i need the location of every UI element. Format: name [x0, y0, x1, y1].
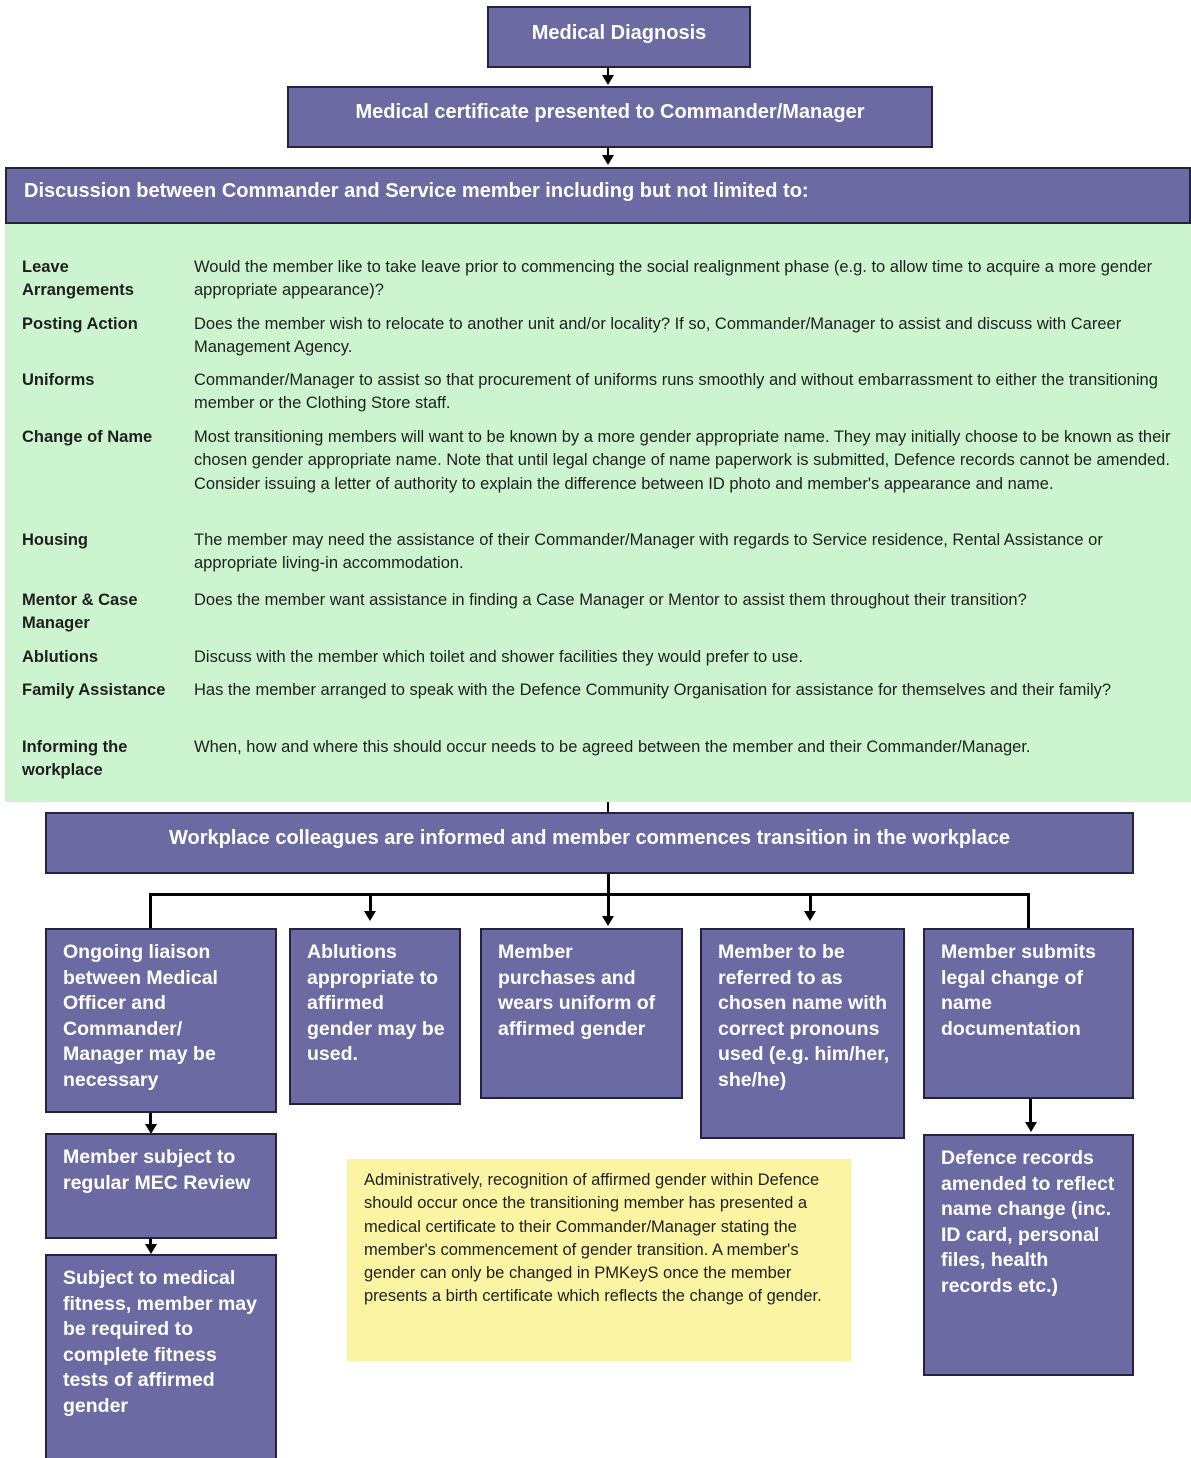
- discussion-row-label: Informing the workplace: [22, 738, 128, 780]
- discussion-row-text: Does the member want assistance in finding a Case Manager or Mentor to assist them throughout their transition?: [194, 591, 1027, 609]
- liaison-label: Ongoing liaison between Medical Officer and Commander/ Manager may be necessary: [63, 941, 218, 1091]
- discussion-row-label: Mentor & Case Manager: [22, 591, 138, 633]
- arrow-down-icon: [364, 911, 376, 921]
- connector-line: [1027, 893, 1030, 928]
- fitness-tests-box: [45, 1254, 277, 1458]
- discussion-row-label: Leave Arrangements: [22, 258, 134, 300]
- arrow-down-icon: [804, 911, 816, 921]
- discussion-row-text: Commander/Manager to assist so that procurement of uniforms runs smoothly and without embarrassment to either the transitioning member or the Clothing Store staff.: [194, 371, 1158, 413]
- mec-review-label: Member subject to regular MEC Review: [63, 1146, 251, 1194]
- medical-diagnosis-box: [487, 6, 751, 68]
- discussion-row-text: When, how and where this should occur needs to be agreed between the member and their Commander/Manager.: [194, 738, 1031, 756]
- discussion-row-text: The member may need the assistance of their Commander/Manager with regards to Service residence, Rental Assistance or appropriate living-in accommodation.: [194, 531, 1103, 573]
- connector-line: [809, 893, 812, 912]
- medical-diagnosis-label: Medical Diagnosis: [531, 22, 707, 44]
- discussion-row-text: Would the member like to take leave prior to commencing the social realignment phase (e.g. to allow time to acquire a more gender appropriate appearance)?: [194, 258, 1153, 300]
- connector-line: [149, 893, 152, 928]
- administrative-note-text: Administratively, recognition of affirmed gender within Defence should occur once the transitioning member has presented a medical certificate to their Commander/Manager stating the member's commencement of gender transition. A member's gender can only be changed in PMKeyS once the member presents a birth certificate which reflects the change of gender.: [364, 1171, 822, 1306]
- medical-certificate-label: Medical certificate presented to Commander/Manager: [355, 101, 865, 123]
- discussion-row-label: Housing: [22, 531, 88, 549]
- administrative-note: [347, 1159, 851, 1361]
- discussion-row-text: Most transitioning members will want to be known by a more gender appropriate name. They may initially choose to be known as their chosen gender appropriate name. Note that until legal change of name paperwork is submitted, Defence records cannot be amended. Consider issuing a letter of authority to explain the difference between ID photo and member's appearance and name.: [194, 428, 1171, 493]
- ablutions-label: Ablutions appropriate to affirmed gender may be used.: [307, 941, 445, 1065]
- discussion-row-label: Uniforms: [22, 371, 95, 389]
- discussion-row-label: Ablutions: [22, 648, 99, 666]
- fitness-tests-label: Subject to medical fitness, member may be required to complete fitness tests of affirmed gender: [63, 1267, 258, 1417]
- legal-name-label: Member submits legal change of name documentation: [941, 941, 1096, 1040]
- discussion-row-text: Does the member wish to relocate to another unit and/or locality? If so, Commander/Manager to assist and discuss with Career Management Agency.: [194, 315, 1122, 357]
- defence-records-label: Defence records amended to reflect name change (inc. ID card, personal files, health records etc.): [941, 1147, 1115, 1297]
- workplace-box: [45, 812, 1134, 874]
- ablutions-box: [289, 928, 461, 1105]
- discussion-panel: [5, 224, 1191, 802]
- connector-line: [149, 893, 1030, 896]
- chosen-name-label: Member to be referred to as chosen name with correct pronouns used (e.g. him/her, she/he): [718, 941, 890, 1091]
- medical-certificate-box: [287, 86, 933, 148]
- arrow-down-icon: [145, 1244, 157, 1254]
- defence-records-box: [923, 1134, 1134, 1376]
- discussion-row-label: Change of Name: [22, 428, 153, 446]
- connector-line: [607, 874, 610, 920]
- discussion-row-label: Posting Action: [22, 315, 138, 333]
- arrow-down-icon: [602, 916, 614, 926]
- discussion-header-label: Discussion between Commander and Service member including but not limited to:: [24, 180, 809, 202]
- arrow-down-icon: [602, 155, 614, 165]
- arrow-down-icon: [602, 75, 614, 85]
- uniform-box: [480, 928, 683, 1099]
- discussion-header: [5, 167, 1191, 224]
- uniform-label: Member purchases and wears uniform of affirmed gender: [498, 941, 656, 1040]
- discussion-row-text: Has the member arranged to speak with the Defence Community Organisation for assistance for themselves and their family?: [194, 681, 1112, 699]
- workplace-label: Workplace colleagues are informed and member commences transition in the workplace: [168, 827, 1010, 849]
- discussion-row-text: Discuss with the member which toilet and shower facilities they would prefer to use.: [194, 648, 803, 666]
- connector-line: [1029, 1099, 1032, 1123]
- chosen-name-box: [700, 928, 905, 1139]
- legal-name-box: [923, 928, 1134, 1099]
- discussion-row-label: Family Assistance: [22, 681, 166, 699]
- liaison-box: [45, 928, 277, 1113]
- arrow-down-icon: [1025, 1122, 1037, 1132]
- mec-review-box: [45, 1133, 277, 1239]
- connector-line: [369, 893, 372, 912]
